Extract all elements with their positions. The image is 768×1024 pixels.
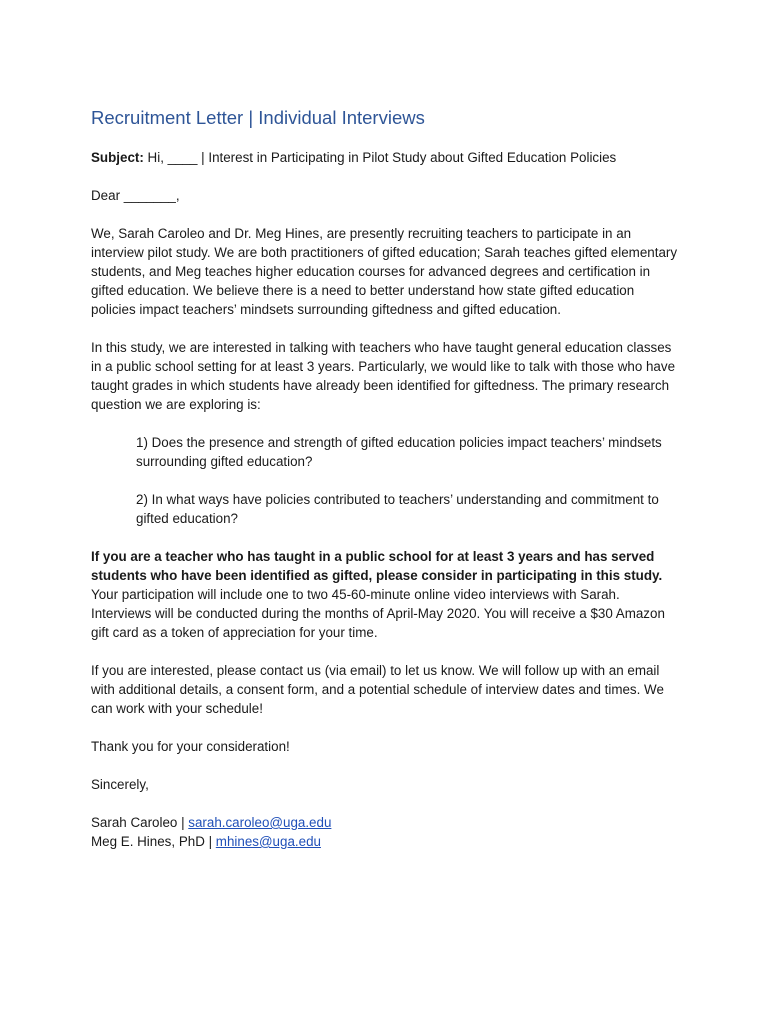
paragraph-participation <box>91 547 681 642</box>
research-question-2: 2) In what ways have policies contributed to teachers’ understanding and commitment to gifted education? <box>136 492 659 526</box>
signer-name: Sarah Caroleo | <box>91 815 189 830</box>
signer-meg <box>91 832 681 851</box>
email-link-meg[interactable]: mhines@uga.edu <box>215 834 321 849</box>
paragraph-intro: We, Sarah Caroleo and Dr. Meg Hines, are presently recruiting teachers to participate in an interview pilot study. We are both practitioners of gifted education; Sarah teaches gifted elementary students, and Meg teaches higher education courses for advanced degrees and certification in gifted education. We believe there is a need to better understand how state gifted education policies impact teachers’ mindsets surrounding giftedness and gifted education. <box>91 226 678 317</box>
research-question-1: 1) Does the presence and strength of gifted education policies impact teachers’ mindsets surrounding gifted education? <box>136 435 662 469</box>
subject-text: Hi, ____ | Interest in Participating in Pilot Study about Gifted Education Policies <box>143 150 617 165</box>
signer-sarah <box>91 813 681 832</box>
closing-line: Sincerely, <box>91 777 149 792</box>
salutation: Dear _______, <box>91 188 180 203</box>
paragraph-contact: If you are interested, please contact us (via email) to let us know. We will follow up with an email with additional details, a consent form, and a potential schedule of interview dates and times. We can work with your schedule! <box>91 663 664 716</box>
letter-page <box>91 106 681 851</box>
subject-line <box>91 148 681 167</box>
subject-label: Subject: <box>91 150 144 165</box>
email-link-sarah[interactable]: sarah.caroleo@uga.edu <box>188 815 332 830</box>
thanks-line: Thank you for your consideration! <box>91 739 290 754</box>
paragraph-study: In this study, we are interested in talking with teachers who have taught general education classes in a public school setting for at least 3 years. Particularly, we would like to talk with those who have taught grades in which students have already been identified for giftedness. The primary research question we are exploring is: <box>91 340 676 412</box>
participation-bold-text: If you are a teacher who has taught in a public school for at least 3 years and has served students who have been identified as gifted, please consider in participating in this study. <box>91 549 663 583</box>
page-title: Recruitment Letter | Individual Interviews <box>91 107 425 128</box>
signer-name: Meg E. Hines, PhD | <box>91 834 216 849</box>
participation-text: Your participation will include one to two 45-60-minute online video interviews with Sarah. Interviews will be conducted during the months of April-May 2020. You will receive a $30 Amazon gift card as a token of appreciation for your time. <box>91 587 665 640</box>
